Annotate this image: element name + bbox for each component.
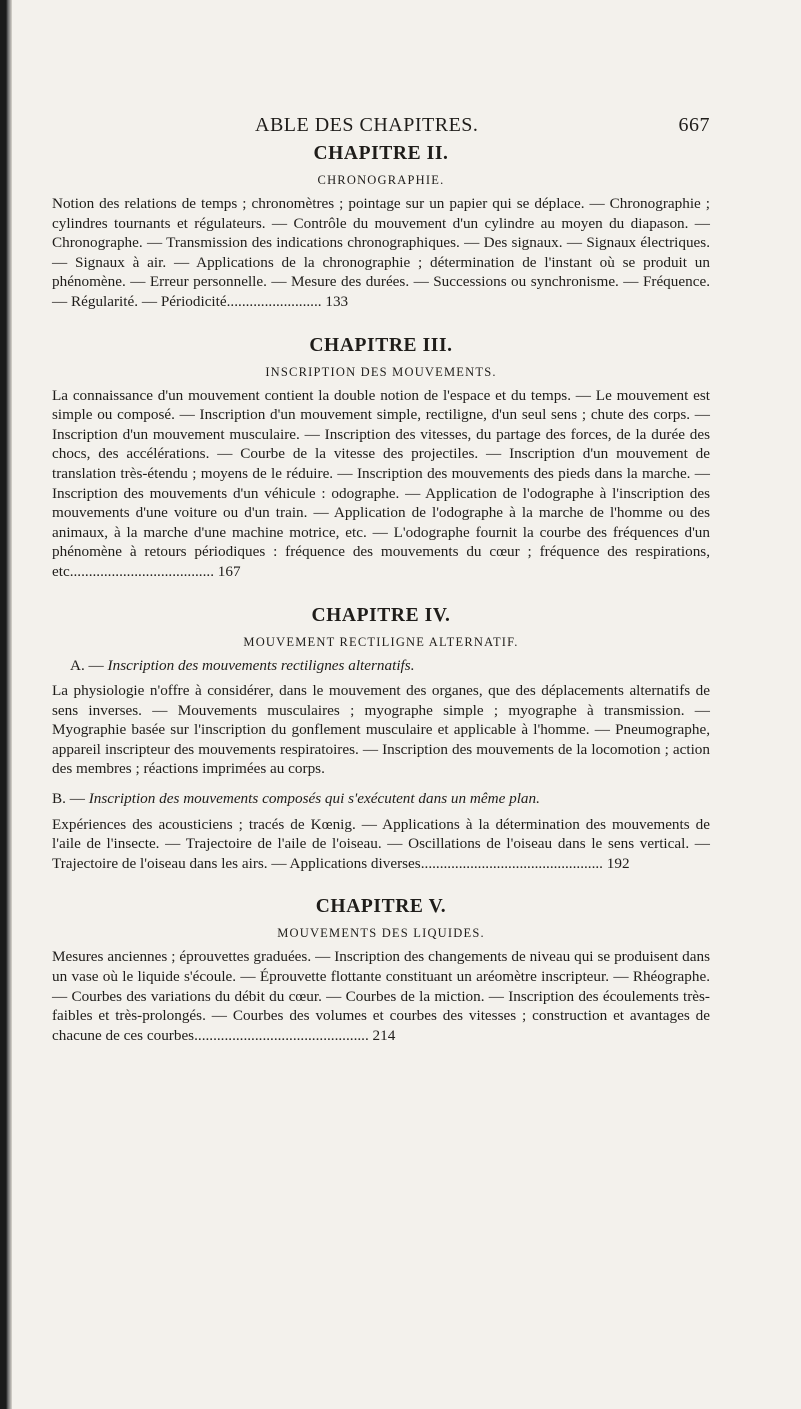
spacer	[52, 582, 710, 604]
chapter-summary-text: Mesures anciennes ; éprouvettes graduées. — Inscription des changements de niveau qui se produisent dans un vase où le liquide s'écoule. — Éprouvette flottante constituant un aréomètre inscripteur. — Rhéographe. — Courbes des variations du débit du cœur. — Courbes de la miction. — Inscription des écoulements très-faibles et très-prolongés. — Courbes des volumes et courbes des vitesses ; construction et avantages de chacune de ces courbes	[52, 948, 710, 1044]
chapter-4	[52, 604, 710, 874]
chapter-summary	[52, 947, 710, 1045]
chapter-5	[52, 895, 710, 1045]
leader-dots: ..............................................	[194, 1026, 369, 1044]
chapter-summary-text: La connaissance d'un mouvement contient la double notion de l'espace et du temps. — Le mouvement est simple ou composé. — Inscription d'un mouvement simple, rectiligne, d'un seul sens ; chute des corps. — Inscription d'un mouvement musculaire. — Inscription des vitesses, du partage des forces, de la durée des chocs, des accélérations. — Courbe de la vitesse des projectiles. — Inscription d'un mouvement de translation très-étendu ; moyens de le réduire. — Inscription des mouvements des pieds dans la marche. — Inscription des mouvements d'un véhicule : odographe. — Application de l'odographe à l'inscription des mouvements d'une voiture ou d'un train. — Application de l'odographe à la marche de l'homme ou des animaux, à la marche d'une machine motrice, etc. — L'odographe fournit la courbe des fréquences d'un phénomène à retours périodiques : fréquence des mouvements du cœur ; fréquence des respirations, etc	[52, 386, 710, 580]
page-binding-edge	[0, 0, 12, 1409]
chapter-subtitle: MOUVEMENTS DES LIQUIDES.	[277, 926, 485, 941]
leader-dots: ......................................	[69, 562, 214, 580]
chapter-subtitle: MOUVEMENT RECTILIGNE ALTERNATIF.	[243, 634, 519, 649]
section-a-heading	[70, 656, 710, 676]
chapter-page-ref: 214	[372, 1026, 396, 1044]
section-b-summary-text: Expériences des acousticiens ; tracés de Kœnig. — Applications à la détermination des mouvements de l'aile de l'insecte. — Trajectoire de l'aile de l'oiseau. — Oscillations de l'oiseau dans le sens vertical. — Trajectoire de l'oiseau dans les airs. — Applications diverses	[52, 815, 710, 872]
chapter-heading: CHAPITRE V.	[315, 896, 447, 918]
chapter-heading: CHAPITRE IV.	[311, 604, 451, 626]
leader-dots: ................................................	[420, 854, 603, 872]
chapter-page-ref: 133	[325, 292, 349, 310]
chapter-page-ref: 192	[606, 854, 630, 872]
running-head-title: ABLE DES CHAPITRES.	[255, 114, 479, 136]
chapter-summary-text: Notion des relations de temps ; chronomètres ; pointage sur un papier qui se déplace. — Chronographie ; cylindres tournants et régulateurs. — Contrôle du mouvement d'un cylindre au moyen du diapason. — Chronographe. — Transmission des indications chronographiques. — Des signaux. — Signaux électriques. — Signaux à air. — Applications de la chronographie ; détermination de l'instant où se produit un phénomène. — Erreur personnelle. — Mesure des durées. — Successions ou synchronisme. — Fréquence. — Régularité. — Périodicité	[52, 195, 710, 310]
chapter-subtitle: INSCRIPTION DES MOUVEMENTS.	[265, 364, 497, 379]
table-of-contents	[52, 142, 710, 1045]
leader-dots: .........................	[226, 292, 322, 310]
chapter-heading: CHAPITRE III.	[309, 334, 453, 356]
chapter-summary	[52, 386, 710, 582]
section-a-label: A. —	[70, 656, 104, 674]
section-b-title: Inscription des mouvements composés qui s'exécutent dans un même plan.	[88, 790, 540, 808]
spacer	[52, 873, 710, 895]
section-a-title: Inscription des mouvements rectilignes alternatifs.	[107, 656, 415, 674]
chapter-heading: CHAPITRE II.	[313, 143, 449, 164]
chapter-2	[52, 142, 710, 312]
section-b-label: B. —	[52, 790, 85, 808]
chapter-3	[52, 334, 710, 582]
section-b-heading	[52, 789, 710, 809]
page-number: 667	[678, 114, 710, 136]
spacer	[52, 312, 710, 334]
chapter-subtitle: CHRONOGRAPHIE.	[317, 173, 445, 187]
chapter-page-ref: 167	[217, 562, 241, 580]
section-b-summary	[52, 815, 710, 874]
section-a-summary: La physiologie n'offre à considérer, dans le mouvement des organes, que des déplacements alternatifs de sens inverses. — Mouvements musculaires ; myographe simple ; myographe à transmission. — Myographie basée sur l'inscription du gonflement musculaire et applicable à l'homme. — Pneumographe, appareil inscripteur des mouvements respiratoires. — Inscription des mouvements de la locomotion ; action des membres ; réactions imprimées au corps.	[52, 682, 710, 778]
chapter-summary	[52, 194, 710, 312]
